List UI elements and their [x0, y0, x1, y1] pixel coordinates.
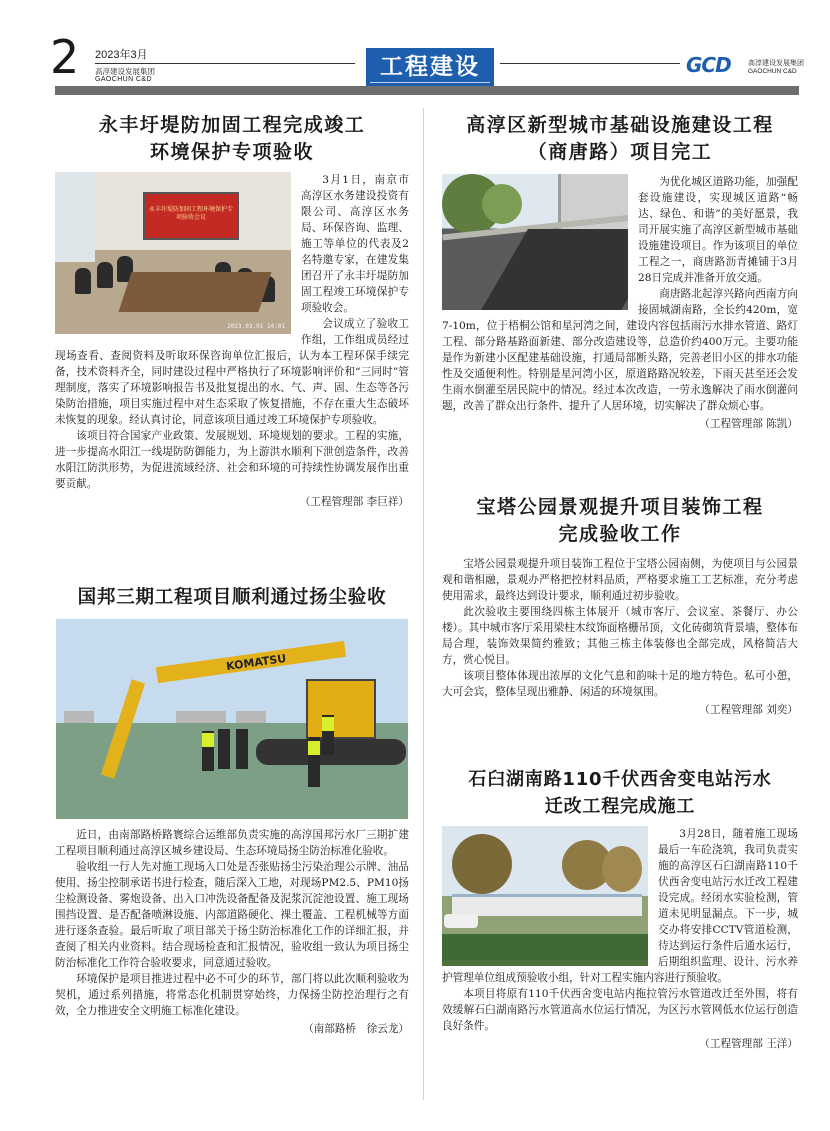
article-headline: [442, 112, 798, 166]
road-photo: [442, 174, 628, 310]
article-headline: [442, 494, 798, 548]
machine-brand: KOMATSU: [225, 651, 287, 674]
section-title: 工程建设: [366, 48, 494, 86]
masthead-band: [55, 86, 799, 95]
publisher-name-cn: 高淳建设发展集团: [95, 67, 155, 76]
article-paragraph: 会议成立了验收工作组，工作组成员经过现场查看、查阅资料及听取环保咨询单位汇报后，认为本工程环保手续完备，技术资料齐全，同时建设过程中严格执行了环境影响评价和“三同时”管理制度，落实了环境影响报告书及批复提出的水、气、声、固、生态等各污染防治措施，项目实施过程中对生态采取了恢复措施，不存在重大生态破坏未恢复的现象。经认真讨论，同意该项目通过竣工环境保护专项验收。: [55, 318, 409, 426]
byline: （工程管理部 王洋）: [699, 1038, 798, 1050]
article-paragraph: 为优化城区道路功能，加强配套设施建设，实现城区道路“畅达、绿色、和谐”的美好愿景，我司开展实施了高淳区新型城市基础设施建设项目。作为该项目的单位工程之一，商唐路沥青摊铺于3月28日完成并准备开放交通。: [638, 176, 798, 284]
article-headline: 国邦三期工程项目顺利通过扬尘验收: [77, 587, 387, 608]
article-paragraph: 近日，由南部路桥路寰综合运维部负责实施的高淳国邦污水厂三期扩建工程项目顺利通过高淳区城乡建设局、生态环境局扬尘防治标准化验收。: [55, 829, 409, 857]
substation-photo: [442, 826, 648, 966]
headline-line-1: 永丰圩堤防加固工程完成竣工: [98, 114, 366, 136]
article-paragraph: 3月1日，南京市高淳区水务建设投资有限公司、高淳区水务局、环保咨询、监理、施工等单位的代表及2名特邀专家，在建发集团召开了永丰圩堤防加固工程竣工环境保护专项验收会。: [301, 174, 409, 314]
excavator-photo: [56, 619, 408, 819]
publisher-name-en: GAOCHUN C&D: [95, 76, 152, 83]
headline-line-2: 迁改工程完成施工: [544, 796, 696, 817]
article-shangtang-road: [442, 112, 798, 432]
column-divider: [423, 108, 424, 1100]
headline-line-2: （商唐路）项目完工: [527, 141, 713, 163]
article-paragraph: 验收组一行人先对施工现场入口处是否张贴扬尘污染治理公示牌、油品使用、扬尘控制承诺书进行检查，随后深入工地，对现场PM2.5、PM10扬尘检测设备、雾炮设备、出入口冲洗设备配备及泥浆沉淀池设置、施工现场围挡设置、是否配备喷淋设施、内部道路硬化、裸土覆盖、工程机械等方面进行逐条查验。最后听取了项目部关于扬尘防治标准化工作的详细汇报，并查阅了相关内业资料。结合现场检查和汇报情况，验收组一致认为项目扬尘防治标准化工作符合验收要求，同意通过验收。: [55, 861, 409, 969]
byline: （工程管理部 刘奕）: [699, 704, 798, 716]
byline: （工程管理部 李巨祥）: [299, 496, 409, 508]
article-paragraph: 环境保护是项目推进过程中必不可少的环节，部门将以此次顺利验收为契机，通过系列措施，将常态化机制贯穿始终，力保扬尘防控治理行之有效，全力推进安全文明施工标准化建设。: [55, 973, 409, 1017]
headline-line-1: 石臼湖南路110千伏西舍变电站污水: [468, 769, 772, 790]
meeting-photo: [55, 172, 291, 334]
article-yongfeng-dike: [55, 112, 409, 510]
gcd-logo: GCD: [686, 53, 731, 77]
byline: （工程管理部 陈凯）: [699, 418, 798, 430]
article-xishe-substation: [442, 766, 798, 1052]
article-headline: [55, 112, 409, 166]
article-paragraph: 宝塔公园景观提升项目装饰工程位于宝塔公园南侧，为使项目与公园景观和谐相融，景观办严格把控材料品质，严格要求施工工艺标准，充分考虑使用需求，最终达到设计要求，顺利通过初步验收。: [442, 558, 798, 602]
logo-text-cn: 高淳建设发展集团: [748, 60, 804, 67]
headline-line-2: 完成验收工作: [558, 523, 682, 545]
byline: （南部路桥 徐云龙）: [303, 1023, 409, 1035]
page-number: 2: [50, 30, 80, 84]
masthead-rule: [95, 63, 355, 64]
article-baota-park: [442, 494, 798, 718]
article-guobang-dust: [55, 584, 409, 1037]
photo-timestamp: 2023.03.01 14:01: [227, 323, 285, 330]
article-headline: [442, 766, 798, 820]
article-paragraph: 3月28日，随着施工现场最后一车砼浇筑，我司负责实施的高淳区石臼湖南路110千伏西舍变电站污水迁改工程建设完成。经闭水实验检测，管道未见明显漏点。下一步，城交办将安排CCTV管道检测，待达到运行条件后通水运行，后期组织监理、设计、污水养护管理单位组成预验收小组，针对工程实施内容进行预验收。: [442, 828, 798, 984]
article-paragraph: 此次验收主要围绕四栋主体展开（城市客厅、会议室、茶餐厅、办公楼）。其中城市客厅采用梁柱木纹饰面格栅吊顶，文化砖砌筑背景墙，整体布局合理，装饰效果简约雅致；其他三栋主体装修也全部完成，风格简洁大方，赏心悦目。: [442, 606, 798, 666]
article-paragraph: 本项目将原有110千伏西舍变电站内拖拉管污水管道改迁至外围，将有效缓解石臼湖南路污水管道高水位运行情况，为区污水管网低水位运行创造良好条件。: [442, 988, 798, 1032]
article-paragraph: 该项目符合国家产业政策、发展规划、环境规划的要求。工程的实施，进一步提高水阳江一线堤防防御能力，为上游洪水顺利下泄创造条件，改善水阳江防洪形势，为促进流域经济、社会和环境的可持续性协调发展作出重要贡献。: [55, 430, 409, 490]
masthead-rule-right: [500, 63, 680, 64]
screen-caption: 永丰圩堤防加固工程环境保护专项验收会议: [149, 206, 234, 221]
headline-line-1: 宝塔公园景观提升项目装饰工程: [476, 496, 764, 518]
headline-line-2: 环境保护专项验收: [149, 141, 314, 163]
issue-date: 2023年3月: [95, 49, 148, 61]
logo-text-en: GAOCHUN C&D: [748, 68, 797, 75]
article-paragraph: 商唐路北起淳兴路向西南方向接固城湖南路，全长约420m，宽7-10m，位于梧桐公馆和星河湾之间，建设内容包括雨污水排水管道、路灯工程、部分路基路面新建、部分改造建设等，总造价约400万元。主要功能是作为新建小区配建基础设施，打通局部断头路，完善老旧小区的排水功能性及交通便利性。特别是星河湾小区，原道路路况较差，下雨天甚至还会发生雨水倒灌至居民院中的情况。经过本次改造，一劳永逸解决了雨水倒灌问题，改善了群众出行条件、提升了人居环境，切实解决了群众烦心事。: [442, 288, 798, 412]
article-paragraph: 该项目整体体现出浓厚的文化气息和韵味十足的地方特色。私可小憩，大可会宾，整体呈现出雅静、闲适的环境氛围。: [442, 670, 798, 698]
headline-line-1: 高淳区新型城市基础设施建设工程: [466, 114, 774, 136]
